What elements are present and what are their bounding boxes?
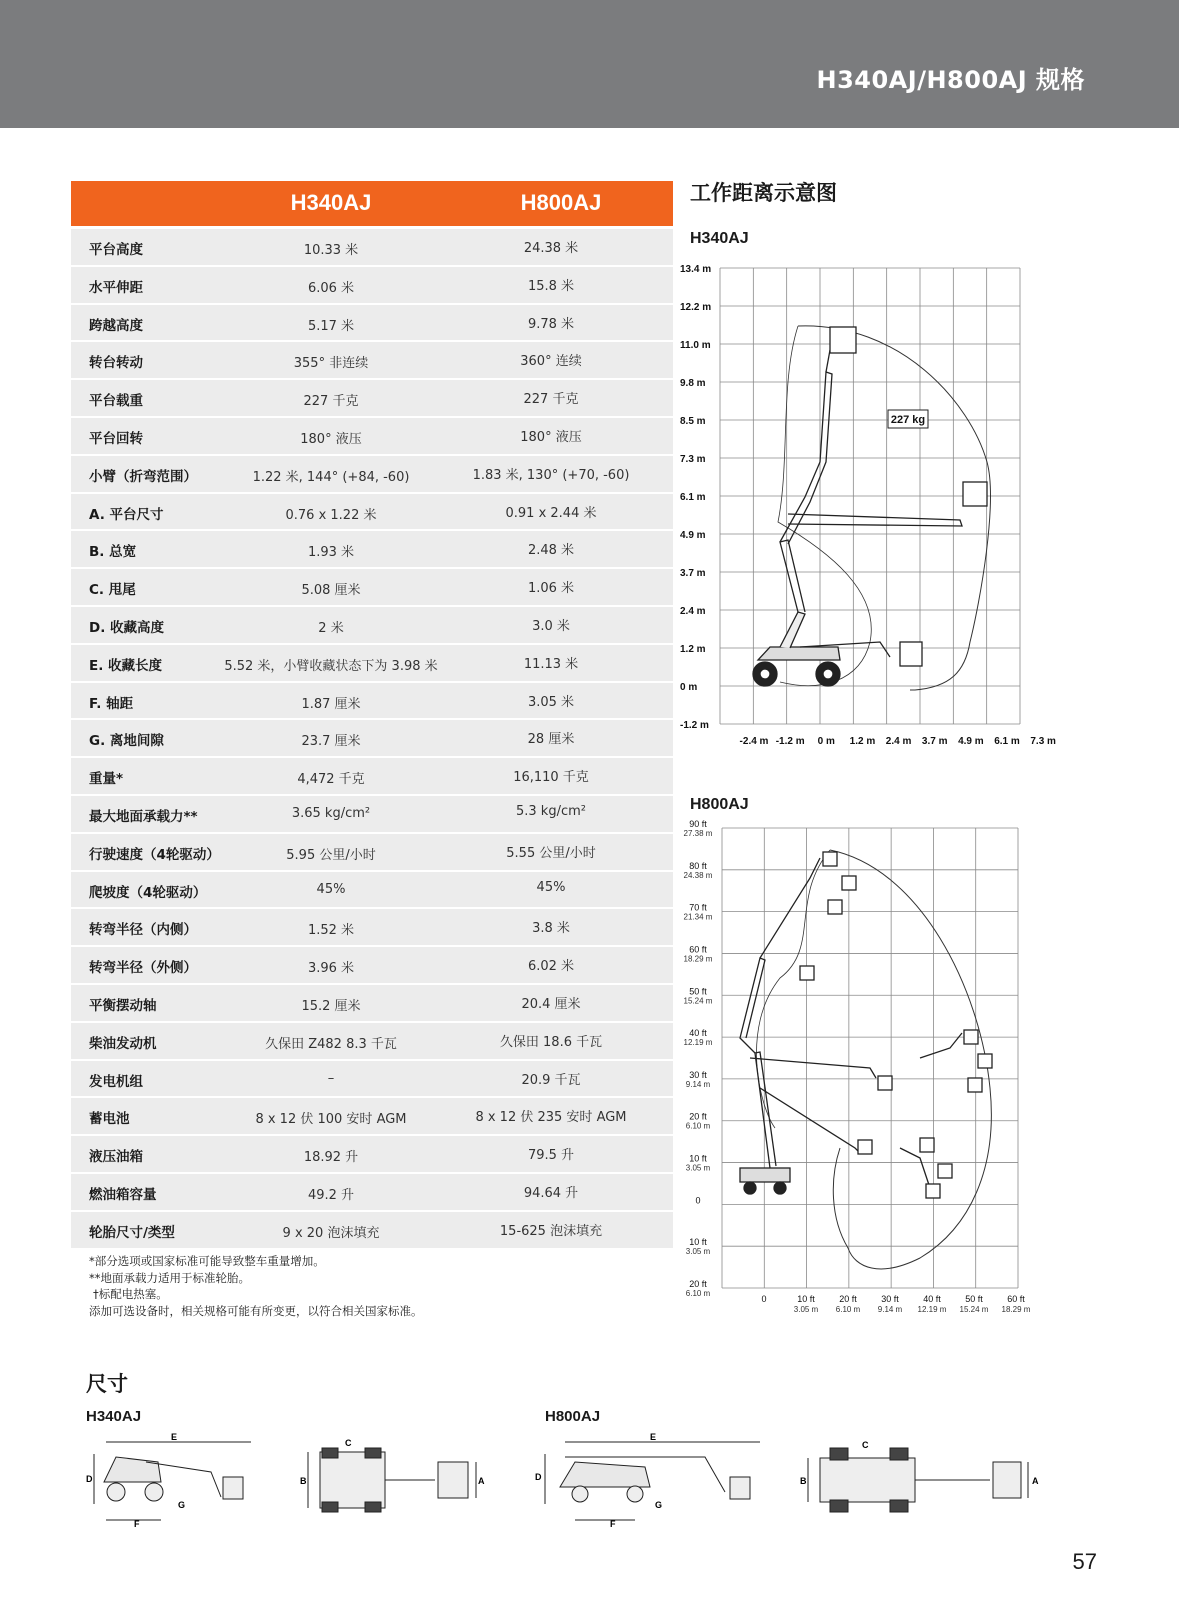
h800-x-tick-ft: 10 ft <box>797 1294 815 1304</box>
spec-value-h340aj: 18.92 升 <box>303 1150 359 1166</box>
spec-value-h800aj: 28 厘米 <box>527 732 575 748</box>
spec-value-h800aj: 15.8 米 <box>527 278 575 294</box>
h800-y-tick-m: 15.24 m <box>683 996 713 1006</box>
spec-value-h340aj: 1.52 米 <box>307 923 355 939</box>
h340-x-tick-label: -1.2 m <box>775 736 805 747</box>
h800-top-view-drawing <box>800 1440 1045 1520</box>
h340-x-tick-label: 3.7 m <box>921 736 948 747</box>
h340-y-tick-label: 8.5 m <box>680 416 706 427</box>
h340-y-tick-label: 11.0 m <box>680 340 711 351</box>
spec-label: 转弯半径（外侧） <box>89 960 197 977</box>
spec-value-h340aj: 1.22 米, 144° (+84, -60) <box>252 469 410 485</box>
h340-y-tick-label: 2.4 m <box>680 606 706 617</box>
footnotes <box>89 1253 423 1319</box>
h800-y-tick-m: 27.38 m <box>683 829 713 838</box>
spec-value-h800aj: 227 千克 <box>523 392 579 408</box>
dimensions-h340-label: H340AJ <box>86 1408 142 1425</box>
spec-value-h340aj: 355° 非连续 <box>293 356 369 372</box>
spec-label: 小臂（折弯范围） <box>89 468 197 485</box>
column-header-h340aj: H340AJ <box>290 190 372 215</box>
dimensions-title: 尺寸 <box>86 1372 128 1396</box>
spec-value-h800aj: 9.78 米 <box>527 316 575 332</box>
spec-row <box>71 1212 673 1248</box>
h800-x-tick-ft: 20 ft <box>839 1294 857 1304</box>
spec-table-header <box>71 181 673 226</box>
spec-value-h800aj: 24.38 米 <box>523 241 579 256</box>
h800-x-tick-m: 12.19 m <box>917 1305 947 1314</box>
top-banner <box>0 0 1179 128</box>
spec-label: 转弯半径（内侧） <box>89 922 197 939</box>
spec-rows <box>71 229 673 1248</box>
spec-row <box>71 1023 673 1059</box>
spec-value-h800aj: 15-625 泡沫填充 <box>499 1223 603 1239</box>
spec-row <box>71 872 673 908</box>
spec-label: 轮胎尺寸/类型 <box>89 1224 175 1241</box>
spec-row <box>71 1061 673 1097</box>
spec-label: 行驶速度（4轮驱动） <box>89 846 220 863</box>
spec-label: 最大地面承载力** <box>89 808 198 825</box>
spec-value-h340aj: 2 米 <box>318 620 344 636</box>
h800-work-envelope <box>830 850 991 1269</box>
h800-x-tick-ft: 30 ft <box>881 1294 899 1304</box>
h800-y-tick-ft: 30 ft <box>689 1069 707 1080</box>
h800-x-tick-m: 9.14 m <box>877 1305 903 1314</box>
spec-value-h340aj: 5.52 米，小臂收藏状态下为 3.98 米 <box>224 658 438 674</box>
spec-value-h340aj: 1.87 厘米 <box>301 696 361 712</box>
spec-value-h340aj: 4,472 千克 <box>297 772 365 788</box>
dim-letter-a: A <box>478 1476 485 1486</box>
spec-value-h340aj: 3.96 米 <box>307 961 355 977</box>
h800-x-ticks <box>761 1294 1030 1314</box>
h800-x-tick-m: 18.29 m <box>1001 1305 1031 1314</box>
h340-y-tick-label: 9.8 m <box>680 378 706 389</box>
page-title: H340AJ/H800AJ 规格 <box>816 66 1085 94</box>
spec-value-h340aj: 5.08 厘米 <box>301 583 361 599</box>
h340-y-ticks <box>680 264 711 731</box>
spec-value-h800aj: 16,110 千克 <box>513 770 589 786</box>
spec-value-h800aj: 1.83 米, 130° (+70, -60) <box>472 467 630 483</box>
spec-label: 蓄电池 <box>89 1111 130 1128</box>
spec-label: 燃油箱容量 <box>89 1186 157 1203</box>
footnote: **地面承载力适用于标准轮胎。 <box>89 1270 250 1285</box>
spec-row <box>71 683 673 719</box>
h340-chart-label: H340AJ <box>690 230 749 247</box>
spec-row <box>71 342 673 378</box>
spec-row <box>71 531 673 567</box>
dim-letter-a: A <box>1032 1476 1039 1486</box>
spec-value-h800aj: 180° 液压 <box>520 429 582 445</box>
spec-label: 发电机组 <box>89 1073 143 1090</box>
spec-row <box>71 909 673 945</box>
spec-value-h800aj: 20.9 千瓦 <box>521 1072 581 1088</box>
h340-y-tick-label: -1.2 m <box>680 720 709 731</box>
spec-value-h340aj: 10.33 米 <box>303 243 359 258</box>
spec-label: A. 平台尺寸 <box>89 506 164 523</box>
spec-label: 平台高度 <box>89 242 143 258</box>
column-header-h800aj: H800AJ <box>520 190 602 215</box>
h800-y-tick-ft: 60 ft <box>689 944 707 955</box>
h800-side-view-drawing <box>535 1432 765 1527</box>
spec-value-h340aj: 227 千克 <box>303 394 359 410</box>
spec-value-h800aj: 0.91 x 2.44 米 <box>505 505 597 521</box>
spec-value-h340aj: 5.95 公里/小时 <box>286 847 376 863</box>
spec-label: 水平伸距 <box>89 279 143 296</box>
spec-label: 柴油发动机 <box>89 1035 157 1052</box>
spec-value-h800aj: 5.3 kg/cm² <box>516 803 586 819</box>
dim-letter-g: G <box>178 1500 186 1510</box>
h800-y-tick-m: 6.10 m <box>685 1121 711 1131</box>
spec-value-h800aj: 45% <box>536 879 566 895</box>
spec-row <box>71 418 673 454</box>
spec-row <box>71 645 673 681</box>
h340-x-tick-label: 1.2 m <box>849 736 876 747</box>
spec-row <box>71 607 673 643</box>
spec-table <box>71 181 673 1250</box>
spec-label: 平衡摆动轴 <box>89 997 157 1014</box>
spec-label: 跨越高度 <box>89 317 143 334</box>
h800-x-tick-ft: 60 ft <box>1007 1294 1025 1304</box>
spec-value-h340aj: – <box>327 1070 335 1086</box>
h800-y-ticks <box>684 819 713 1298</box>
h800-y-tick-m: 6.10 m <box>685 1289 711 1298</box>
spec-value-h340aj: 180° 液压 <box>300 431 362 447</box>
h340-y-tick-label: 13.4 m <box>680 264 712 275</box>
h340-x-tick-label: 2.4 m <box>885 736 912 747</box>
h800-inner-envelope <box>757 850 830 1128</box>
dim-letter-e: E <box>650 1432 657 1442</box>
spec-row <box>71 1098 673 1134</box>
spec-value-h800aj: 20.4 厘米 <box>521 996 581 1012</box>
spec-value-h800aj: 3.05 米 <box>527 694 575 710</box>
spec-value-h800aj: 久保田 18.6 千瓦 <box>499 1034 603 1050</box>
spec-row <box>71 758 673 794</box>
spec-value-h340aj: 5.17 米 <box>307 318 355 334</box>
h800-y-tick-m: 12.19 m <box>683 1038 713 1048</box>
spec-value-h340aj: 15.2 厘米 <box>301 998 361 1014</box>
h800-y-tick-m: 24.38 m <box>683 870 713 880</box>
h340-load-capacity-text: 227 kg <box>890 414 926 426</box>
h340-side-view-drawing <box>86 1432 261 1527</box>
h800-y-tick-m: 9.14 m <box>685 1079 711 1089</box>
spec-row <box>71 1136 673 1172</box>
spec-row <box>71 494 673 530</box>
h800-y-tick-ft: 50 ft <box>689 986 707 997</box>
spec-value-h800aj: 3.8 米 <box>532 921 570 937</box>
dim-letter-g: G <box>655 1500 663 1510</box>
h800-grid <box>722 828 1018 1288</box>
spec-value-h340aj: 久保田 Z482 8.3 千瓦 <box>265 1036 397 1052</box>
h340-top-view-drawing <box>300 1440 490 1520</box>
footnote: 添加可选设备时，相关规格可能有所变更，以符合相关国家标准。 <box>89 1303 423 1318</box>
h800-y-tick-ft: 70 ft <box>689 902 707 913</box>
spec-row <box>71 267 673 303</box>
h340-y-tick-label: 12.2 m <box>680 302 712 313</box>
h340-y-tick-label: 1.2 m <box>680 644 706 655</box>
h800-y-tick-ft: 80 ft <box>689 860 707 871</box>
working-range-title: 工作距离示意图 <box>690 181 837 205</box>
spec-value-h800aj: 8 x 12 伏 235 安时 AGM <box>475 1110 627 1126</box>
h800-y-tick-ft: 20 ft <box>689 1111 707 1122</box>
dim-letter-b: B <box>800 1476 807 1486</box>
spec-value-h340aj: 1.93 米 <box>307 545 355 561</box>
spec-row <box>71 380 673 416</box>
dim-letter-c: C <box>862 1440 869 1450</box>
h340-working-range-diagram <box>680 262 1070 767</box>
spec-label: F. 轴距 <box>89 695 134 712</box>
h800-y-tick-ft: 90 ft <box>689 819 707 829</box>
footnote: †标配电热塞。 <box>93 1287 168 1301</box>
spec-value-h800aj: 6.02 米 <box>527 959 575 975</box>
dimensions-h800-label: H800AJ <box>545 1408 601 1425</box>
spec-row <box>71 985 673 1021</box>
spec-label: 爬坡度（4轮驱动） <box>89 884 207 901</box>
spec-row <box>71 796 673 832</box>
h800-x-tick-ft: 40 ft <box>923 1294 941 1304</box>
spec-value-h340aj: 45% <box>316 881 346 897</box>
spec-value-h800aj: 360° 连续 <box>520 354 582 370</box>
h340-x-tick-label: 6.1 m <box>994 736 1020 747</box>
spec-label: C. 甩尾 <box>89 582 136 599</box>
h800-x-tick-m: 15.24 m <box>959 1305 989 1314</box>
h340-y-tick-label: 7.3 m <box>680 454 706 465</box>
footnote: *部分选项或国家标准可能导致整车重量增加。 <box>89 1254 325 1268</box>
dim-letter-e: E <box>171 1432 178 1442</box>
h800-y-tick-ft: 20 ft <box>689 1279 707 1289</box>
spec-label: 重量* <box>89 771 124 788</box>
h340-work-envelope <box>798 326 990 690</box>
h800-y-tick-ft: 40 ft <box>689 1028 707 1039</box>
spec-row <box>71 834 673 870</box>
spec-value-h340aj: 9 x 20 泡沫填充 <box>282 1225 380 1241</box>
spec-value-h340aj: 49.2 升 <box>307 1187 355 1203</box>
h340-x-tick-label: -2.4 m <box>739 736 769 747</box>
spec-label: G. 离地间隙 <box>89 733 164 750</box>
spec-value-h340aj: 6.06 米 <box>307 280 355 296</box>
spec-row <box>71 947 673 983</box>
spec-label: E. 收藏长度 <box>89 657 163 674</box>
spec-value-h800aj: 79.5 升 <box>527 1148 575 1164</box>
spec-row <box>71 456 673 492</box>
spec-value-h800aj: 5.55 公里/小时 <box>506 845 596 861</box>
h800-x-tick-ft: 50 ft <box>965 1294 983 1304</box>
h800-x-tick-ft: 0 <box>761 1294 767 1304</box>
dim-letter-f: F <box>610 1519 616 1529</box>
h340-y-tick-label: 6.1 m <box>680 492 706 503</box>
h340-load-tag <box>888 410 928 428</box>
spec-row <box>71 720 673 756</box>
h800-y-tick-m: 21.34 m <box>683 912 713 922</box>
spec-row <box>71 229 673 265</box>
h800-y-tick-m: 3.05 m <box>685 1247 711 1257</box>
h340-x-tick-label: 4.9 m <box>958 736 984 747</box>
spec-value-h800aj: 11.13 米 <box>523 656 579 672</box>
h800-chart-label: H800AJ <box>690 796 749 813</box>
spec-value-h340aj: 8 x 12 伏 100 安时 AGM <box>255 1112 407 1128</box>
spec-label: B. 总宽 <box>89 544 137 561</box>
dim-letter-d: D <box>86 1474 93 1484</box>
spec-value-h340aj: 0.76 x 1.22 米 <box>285 507 377 523</box>
h800-x-tick-m: 3.05 m <box>793 1305 819 1314</box>
spec-value-h340aj: 3.65 kg/cm² <box>291 805 371 821</box>
spec-value-h340aj: 23.7 厘米 <box>301 734 361 750</box>
h800-y-tick-ft: 10 ft <box>689 1237 707 1248</box>
spec-label: 平台载重 <box>89 393 143 410</box>
dim-letter-d: D <box>535 1472 542 1482</box>
h800-x-tick-m: 6.10 m <box>835 1305 861 1314</box>
h800-y-tick-m: 18.29 m <box>683 954 713 964</box>
h800-working-range-diagram <box>680 819 1070 1358</box>
spec-label: 转台转动 <box>89 355 143 372</box>
h800-y-tick-ft: 10 ft <box>689 1153 707 1164</box>
h340-x-tick-label: 7.3 m <box>1030 736 1056 747</box>
spec-row <box>71 569 673 605</box>
dim-letter-f: F <box>134 1519 140 1529</box>
spec-value-h800aj: 3.0 米 <box>532 618 570 634</box>
h340-y-tick-label: 3.7 m <box>680 568 706 579</box>
h340-x-tick-label: 0 m <box>817 736 835 747</box>
h340-x-ticks <box>740 736 1057 747</box>
dim-letter-b: B <box>300 1476 307 1486</box>
h340-y-tick-label: 4.9 m <box>680 530 706 541</box>
spec-row <box>71 1174 673 1210</box>
spec-value-h800aj: 2.48 米 <box>527 543 575 559</box>
spec-label: D. 收藏高度 <box>89 619 165 636</box>
h800-y-tick-ft: 0 <box>695 1195 701 1206</box>
spec-value-h800aj: 1.06 米 <box>527 581 575 597</box>
page-number: 57 <box>1072 1549 1097 1574</box>
h800-machine-illustration <box>740 852 992 1198</box>
spec-label: 平台回转 <box>89 430 143 447</box>
h340-y-tick-label: 0 m <box>680 682 698 693</box>
spec-row <box>71 305 673 341</box>
dim-letter-c: C <box>345 1438 352 1448</box>
spec-label: 液压油箱 <box>89 1149 143 1166</box>
h800-y-tick-m: 3.05 m <box>685 1163 711 1173</box>
spec-value-h800aj: 94.64 升 <box>523 1185 579 1201</box>
